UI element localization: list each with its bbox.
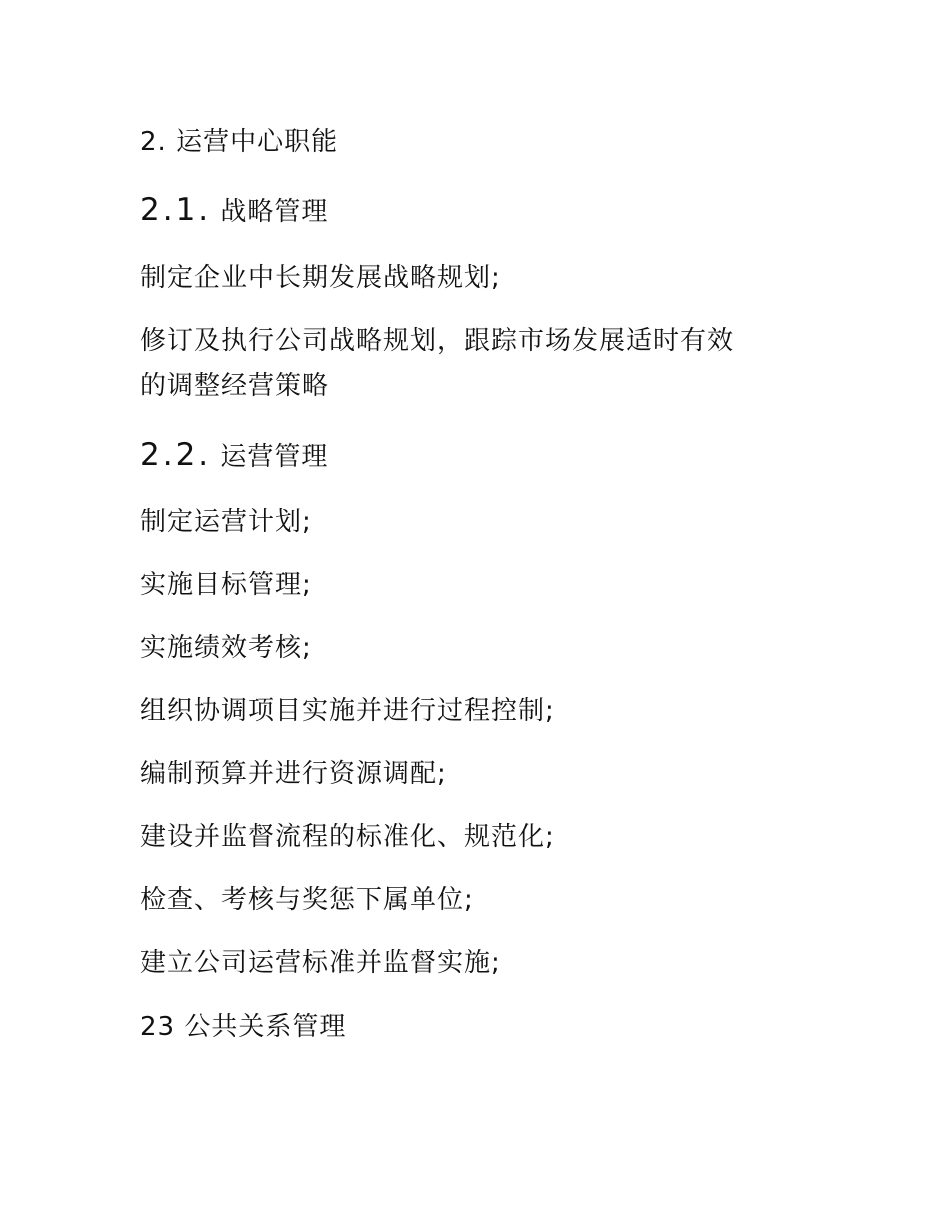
list-item: 检查、考核与奖惩下属单位; [140, 885, 474, 915]
section-heading-2-3: 23 公共关系管理 [140, 1012, 347, 1042]
chapter-heading: 2. 运营中心职能 [140, 127, 339, 157]
list-item: 实施绩效考核; [140, 633, 312, 663]
paragraph-continuation: 的调整经营策略 [140, 371, 330, 401]
list-item: 建设并监督流程的标准化、规范化; [140, 822, 555, 852]
section-number: 2.1. [140, 192, 212, 228]
section-heading-2-2 [140, 437, 328, 475]
paragraph: 修订及执行公司战略规划，跟踪市场发展适时有效 [140, 326, 735, 356]
list-item: 编制预算并进行资源调配; [140, 759, 447, 789]
list-item: 实施目标管理; [140, 570, 312, 600]
section-title: 运营管理 [220, 442, 329, 472]
section-heading-2-1 [140, 192, 328, 230]
list-item: 建立公司运营标准并监督实施; [140, 948, 501, 978]
list-item: 制定运营计划; [140, 507, 312, 537]
section-title: 战略管理 [220, 197, 329, 227]
section-number: 2.2. [140, 437, 212, 473]
list-item: 组织协调项目实施并进行过程控制; [140, 696, 555, 726]
paragraph: 制定企业中长期发展战略规划; [140, 263, 501, 293]
